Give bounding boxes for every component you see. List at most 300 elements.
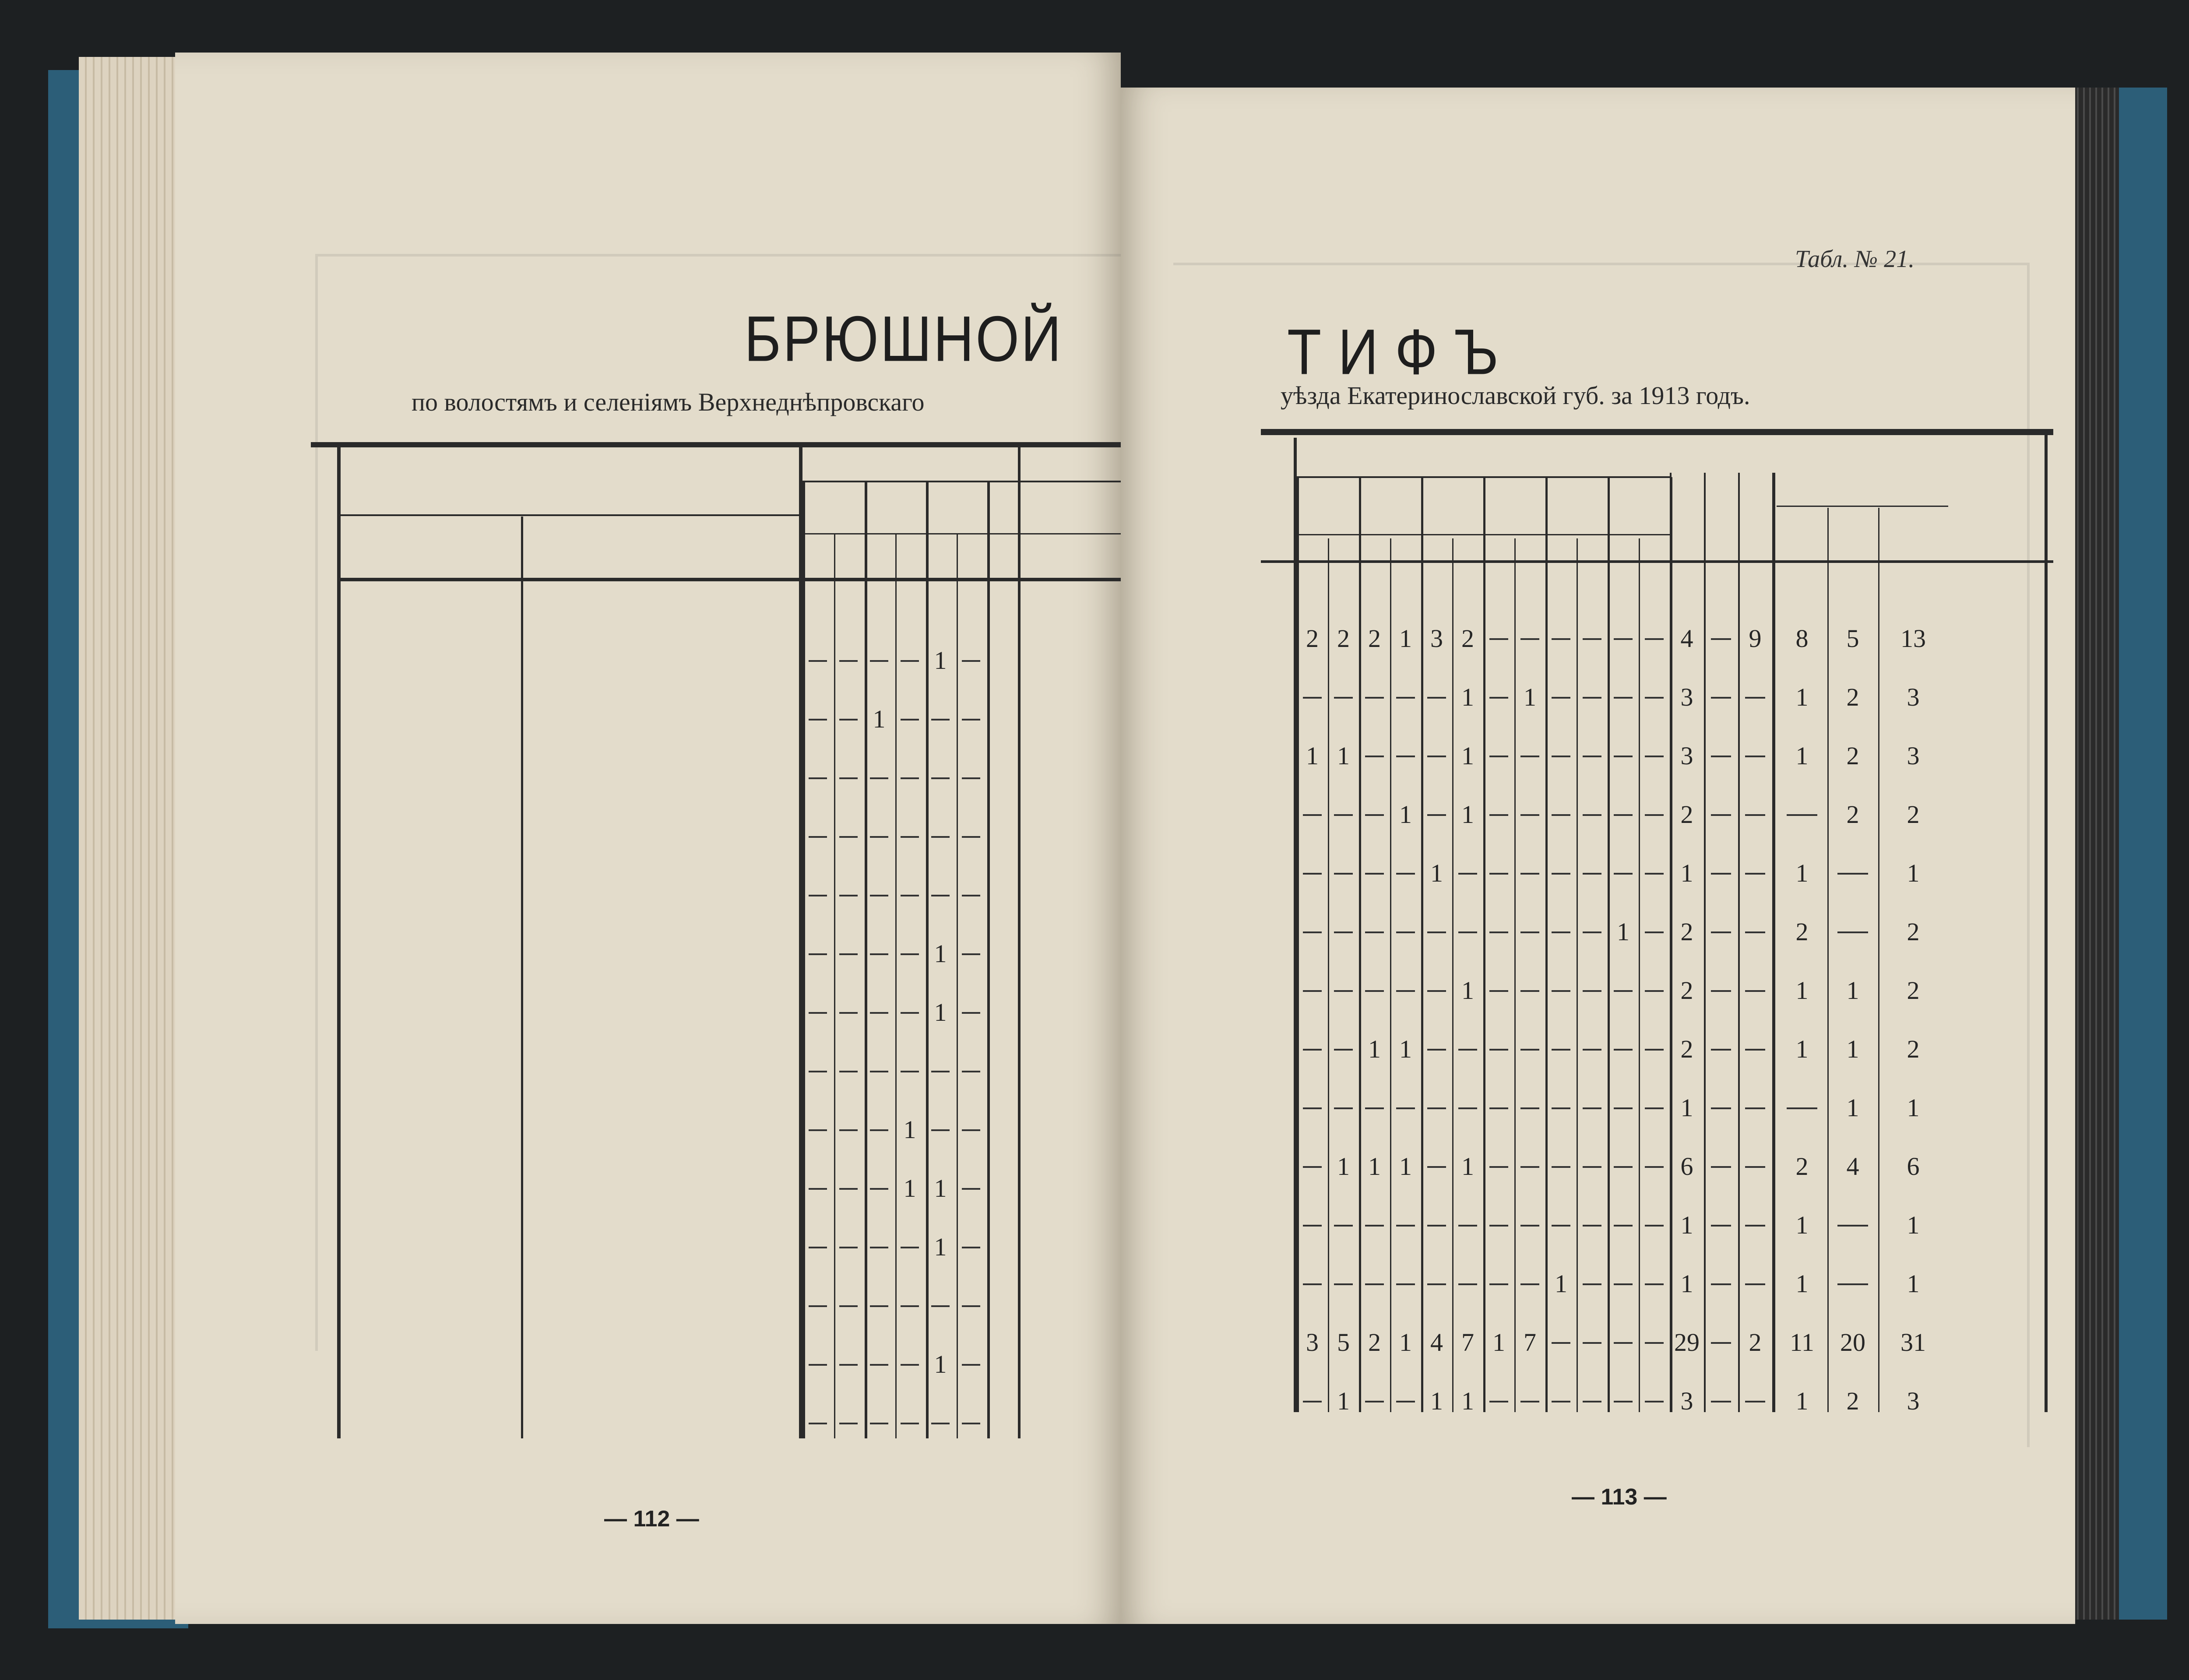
occupation-value-cell-dash	[1745, 697, 1766, 699]
age-value-cell-dash	[1334, 697, 1353, 699]
age-value-cell-dash	[1583, 638, 1601, 640]
table-rule	[1421, 477, 1423, 1412]
page-subtitle: уѣзда Екатеринославской губ. за 1913 годъ.	[1281, 381, 1750, 410]
value-cell-dash	[870, 1247, 888, 1248]
age-value-cell-dash	[1458, 1283, 1477, 1285]
age-value-cell-dash	[1458, 1107, 1477, 1109]
total-value-cell-dash	[1837, 1283, 1868, 1285]
total-value-cell: 1	[1846, 1035, 1859, 1063]
table-rule	[1018, 442, 1021, 1438]
bleed-through	[1173, 263, 2030, 1447]
occupation-value-cell-dash	[1745, 814, 1766, 816]
value-cell-dash	[901, 1012, 919, 1014]
occupation-value-cell: 4	[1680, 624, 1693, 653]
age-value-cell-dash	[1427, 1049, 1446, 1051]
age-value-cell-dash	[1520, 1283, 1539, 1285]
occupation-value-cell-dash	[1711, 756, 1731, 757]
age-value-cell: 2	[1461, 624, 1474, 653]
age-value-cell: 1	[1492, 1328, 1505, 1357]
age-value-cell-dash	[1458, 1225, 1477, 1227]
age-value-cell-dash	[1552, 931, 1570, 933]
age-value-cell-dash	[1552, 1107, 1570, 1109]
age-value-cell-dash	[1489, 756, 1508, 757]
age-value-cell-dash	[1520, 873, 1539, 875]
occupation-value-cell-dash	[1711, 990, 1731, 992]
age-value-cell-dash	[1427, 1283, 1446, 1285]
age-value-cell-dash	[1645, 814, 1664, 816]
age-value-cell-dash	[1583, 1225, 1601, 1227]
total-value-cell: 1	[1795, 976, 1809, 1005]
age-value-cell-dash	[1365, 1283, 1384, 1285]
age-value-cell-dash	[1458, 873, 1477, 875]
occupation-value-cell-dash	[1745, 1049, 1766, 1051]
table-rule	[1738, 473, 1740, 1412]
occupation-value-cell-dash	[1711, 638, 1731, 640]
age-value-cell-dash	[1365, 756, 1384, 757]
value-cell-dash	[962, 1129, 980, 1131]
value-cell: 1	[934, 998, 947, 1026]
occupation-value-cell: 1	[1680, 1211, 1693, 1239]
value-cell-dash	[962, 1423, 980, 1424]
value-cell-dash	[870, 660, 888, 662]
occupation-value-cell-dash	[1745, 990, 1766, 992]
page-edges-left	[79, 57, 184, 1620]
age-value-cell: 1	[1337, 1387, 1350, 1415]
age-value-cell-dash	[1489, 638, 1508, 640]
age-value-cell-dash	[1520, 1107, 1539, 1109]
age-value-cell-dash	[1520, 1401, 1539, 1402]
table-rule	[834, 534, 835, 1438]
table-rule	[337, 578, 1121, 581]
age-value-cell-dash	[1303, 873, 1322, 875]
age-value-cell-dash	[1396, 697, 1415, 699]
age-value-cell-dash	[1520, 638, 1539, 640]
total-value-cell: 2	[1907, 1035, 1920, 1063]
value-cell: 1	[934, 1233, 947, 1261]
occupation-value-cell-dash	[1745, 1401, 1766, 1402]
total-value-cell: 13	[1900, 624, 1926, 653]
age-value-cell-dash	[1552, 1401, 1570, 1402]
age-value-cell: 7	[1461, 1328, 1474, 1357]
total-value-cell: 1	[1795, 859, 1809, 887]
age-value-cell-dash	[1458, 1049, 1477, 1051]
value-cell-dash	[931, 1071, 950, 1072]
value-cell-dash	[931, 836, 950, 838]
bleed-through	[315, 254, 1121, 1351]
value-cell-dash	[809, 1305, 827, 1307]
value-cell: 1	[903, 1115, 916, 1144]
table-rule	[1514, 538, 1516, 1412]
total-value-cell: 2	[1907, 976, 1920, 1005]
age-value-cell-dash	[1614, 756, 1633, 757]
age-value-cell-dash	[1583, 990, 1601, 992]
age-value-cell: 1	[1617, 917, 1629, 946]
table-rule	[1704, 473, 1706, 1412]
age-value-cell-dash	[1489, 697, 1508, 699]
age-value-cell-dash	[1427, 756, 1446, 757]
total-value-cell: 31	[1900, 1328, 1926, 1357]
table-rule	[802, 482, 805, 1438]
age-value-cell-dash	[1489, 1049, 1508, 1051]
value-cell-dash	[870, 1071, 888, 1072]
age-value-cell: 3	[1306, 1328, 1319, 1357]
table-rule	[987, 482, 990, 1438]
value-cell-dash	[809, 1364, 827, 1366]
occupation-value-cell-dash	[1711, 1049, 1731, 1051]
total-value-cell: 1	[1846, 1093, 1859, 1122]
total-value-cell-dash	[1787, 1107, 1817, 1109]
value-cell-dash	[901, 660, 919, 662]
age-value-cell-dash	[1645, 931, 1664, 933]
value-cell-dash	[962, 777, 980, 779]
age-value-cell-dash	[1520, 1049, 1539, 1051]
age-value-cell-dash	[1583, 1283, 1601, 1285]
value-cell-dash	[839, 836, 858, 838]
value-cell-dash	[962, 1305, 980, 1307]
total-value-cell-dash	[1787, 814, 1817, 816]
age-value-cell-dash	[1645, 1049, 1664, 1051]
age-value-cell: 1	[1430, 859, 1443, 887]
age-value-cell-dash	[1552, 873, 1570, 875]
occupation-value-cell: 1	[1680, 859, 1693, 887]
total-value-cell: 2	[1846, 683, 1859, 711]
age-value-cell-dash	[1614, 1225, 1633, 1227]
age-value-cell: 1	[1399, 1152, 1412, 1181]
age-value-cell-dash	[1303, 1225, 1322, 1227]
age-value-cell-dash	[1334, 1283, 1353, 1285]
value-cell-dash	[809, 836, 827, 838]
value-cell-dash	[809, 953, 827, 955]
age-value-cell: 1	[1461, 683, 1474, 711]
age-value-cell-dash	[1552, 1342, 1570, 1344]
value-cell-dash	[809, 1247, 827, 1248]
occupation-value-cell-dash	[1711, 814, 1731, 816]
total-value-cell: 2	[1795, 917, 1809, 946]
total-value-cell: 2	[1846, 1387, 1859, 1415]
value-cell-dash	[809, 660, 827, 662]
occupation-value-cell-dash	[1711, 1283, 1731, 1285]
value-cell-dash	[839, 1188, 858, 1190]
total-value-cell: 1	[1795, 1387, 1809, 1415]
age-value-cell: 2	[1306, 624, 1319, 653]
age-value-cell-dash	[1427, 1166, 1446, 1168]
value-cell-dash	[809, 1423, 827, 1424]
value-cell: 1	[934, 1174, 947, 1202]
age-value-cell-dash	[1583, 1107, 1601, 1109]
value-cell: 1	[934, 939, 947, 968]
table-rule	[1328, 538, 1329, 1412]
occupation-value-cell: 3	[1680, 1387, 1693, 1415]
age-value-cell-dash	[1489, 1401, 1508, 1402]
total-value-cell: 2	[1846, 800, 1859, 829]
age-value-cell-dash	[1583, 1166, 1601, 1168]
age-value-cell-dash	[1614, 1166, 1633, 1168]
total-value-cell: 1	[1907, 1269, 1920, 1298]
total-value-cell: 1	[1795, 683, 1809, 711]
age-value-cell-dash	[1396, 756, 1415, 757]
total-value-cell: 5	[1846, 624, 1859, 653]
table-rule	[521, 517, 523, 1438]
age-value-cell-dash	[1334, 814, 1353, 816]
table-rule	[1297, 534, 1670, 535]
value-cell-dash	[809, 1188, 827, 1190]
age-value-cell-dash	[1489, 1107, 1508, 1109]
value-cell-dash	[809, 1071, 827, 1072]
value-cell-dash	[839, 1012, 858, 1014]
page-subtitle: по волостямъ и селеніямъ Верхнеднѣпровскаго	[412, 388, 925, 416]
occupation-value-cell-dash	[1711, 697, 1731, 699]
value-cell-dash	[901, 1423, 919, 1424]
table-rule	[799, 442, 802, 1438]
value-cell-dash	[901, 1305, 919, 1307]
age-value-cell-dash	[1427, 1107, 1446, 1109]
age-value-cell: 1	[1524, 683, 1536, 711]
value-cell-dash	[839, 719, 858, 721]
age-value-cell: 1	[1430, 1387, 1443, 1415]
table-rule	[865, 482, 867, 1438]
table-rule	[1390, 538, 1391, 1412]
value-cell: 1	[934, 1350, 947, 1378]
total-value-cell: 1	[1795, 1035, 1809, 1063]
age-value-cell-dash	[1458, 931, 1477, 933]
age-value-cell-dash	[1427, 931, 1446, 933]
age-value-cell: 1	[1461, 1152, 1474, 1181]
age-value-cell-dash	[1396, 1225, 1415, 1227]
age-value-cell-dash	[1365, 1107, 1384, 1109]
occupation-value-cell: 1	[1680, 1269, 1693, 1298]
age-value-cell: 1	[1555, 1269, 1567, 1298]
age-value-cell: 3	[1430, 624, 1443, 653]
occupation-value-cell: 1	[1680, 1093, 1693, 1122]
age-value-cell-dash	[1645, 1107, 1664, 1109]
age-value-cell-dash	[1365, 1225, 1384, 1227]
value-cell-dash	[839, 1364, 858, 1366]
age-value-cell-dash	[1427, 990, 1446, 992]
age-value-cell-dash	[1303, 1049, 1322, 1051]
page-title: ТИФЪ	[1287, 316, 1515, 388]
total-value-cell: 3	[1907, 683, 1920, 711]
value-cell-dash	[901, 953, 919, 955]
age-value-cell-dash	[1614, 814, 1633, 816]
occupation-value-cell: 3	[1680, 742, 1693, 770]
total-value-cell: 2	[1907, 800, 1920, 829]
page-number: — 112 —	[604, 1506, 699, 1532]
value-cell-dash	[839, 953, 858, 955]
age-value-cell-dash	[1552, 990, 1570, 992]
value-cell-dash	[839, 1247, 858, 1248]
value-cell-dash	[962, 895, 980, 896]
value-cell-dash	[870, 1129, 888, 1131]
age-value-cell-dash	[1303, 1283, 1322, 1285]
age-value-cell-dash	[1614, 1401, 1633, 1402]
age-value-cell-dash	[1645, 1166, 1664, 1168]
occupation-value-cell-dash	[1745, 1283, 1766, 1285]
age-value-cell-dash	[1645, 873, 1664, 875]
table-rule	[1261, 429, 2053, 435]
table-rule	[895, 534, 897, 1438]
age-value-cell-dash	[1645, 697, 1664, 699]
value-cell-dash	[901, 1364, 919, 1366]
age-value-cell: 1	[1461, 976, 1474, 1005]
age-value-cell-dash	[1489, 1283, 1508, 1285]
age-value-cell: 1	[1399, 624, 1412, 653]
value-cell-dash	[870, 1188, 888, 1190]
table-rule	[1297, 477, 1299, 1412]
value-cell-dash	[931, 1129, 950, 1131]
occupation-value-cell: 2	[1680, 917, 1693, 946]
occupation-value-cell-dash	[1745, 1225, 1766, 1227]
occupation-value-cell: 29	[1674, 1328, 1700, 1357]
age-value-cell-dash	[1396, 1401, 1415, 1402]
age-value-cell-dash	[1303, 931, 1322, 933]
occupation-value-cell-dash	[1745, 756, 1766, 757]
value-cell-dash	[931, 719, 950, 721]
value-cell-dash	[839, 1423, 858, 1424]
occupation-value-cell-dash	[1711, 1225, 1731, 1227]
age-value-cell-dash	[1334, 931, 1353, 933]
table-number: Табл. № 21.	[1795, 246, 1915, 273]
age-value-cell-dash	[1396, 990, 1415, 992]
occupation-value-cell: 2	[1749, 1328, 1762, 1357]
age-value-cell-dash	[1396, 931, 1415, 933]
age-value-cell: 1	[1461, 1387, 1474, 1415]
age-value-cell-dash	[1583, 1049, 1601, 1051]
age-value-cell: 1	[1399, 1328, 1412, 1357]
age-value-cell-dash	[1334, 1049, 1353, 1051]
total-value-cell-dash	[1837, 931, 1868, 933]
age-value-cell-dash	[1552, 1166, 1570, 1168]
table-rule	[1608, 477, 1610, 1412]
age-value-cell-dash	[1427, 814, 1446, 816]
total-value-cell: 1	[1907, 1211, 1920, 1239]
table-rule	[337, 514, 799, 516]
age-value-cell: 5	[1337, 1328, 1350, 1357]
age-value-cell-dash	[1583, 1401, 1601, 1402]
value-cell-dash	[901, 1071, 919, 1072]
table-rule	[1359, 477, 1361, 1412]
age-value-cell-dash	[1396, 1107, 1415, 1109]
total-value-cell: 3	[1907, 1387, 1920, 1415]
table-rule	[1577, 538, 1578, 1412]
value-cell-dash	[901, 777, 919, 779]
age-value-cell-dash	[1365, 814, 1384, 816]
age-value-cell-dash	[1583, 756, 1601, 757]
age-value-cell: 7	[1524, 1328, 1536, 1357]
value-cell: 1	[934, 646, 947, 675]
age-value-cell: 1	[1337, 1152, 1350, 1181]
total-value-cell-dash	[1837, 1225, 1868, 1227]
age-value-cell: 1	[1337, 742, 1350, 770]
occupation-value-cell-dash	[1745, 1166, 1766, 1168]
value-cell-dash	[901, 895, 919, 896]
value-cell-dash	[901, 836, 919, 838]
table-rule	[802, 533, 1121, 534]
value-cell-dash	[809, 777, 827, 779]
value-cell-dash	[870, 1364, 888, 1366]
age-value-cell-dash	[1583, 814, 1601, 816]
value-cell-dash	[962, 1247, 980, 1248]
total-value-cell: 2	[1795, 1152, 1809, 1181]
age-value-cell-dash	[1552, 1225, 1570, 1227]
value-cell-dash	[870, 777, 888, 779]
total-value-cell: 1	[1846, 976, 1859, 1005]
age-value-cell-dash	[1645, 1225, 1664, 1227]
table-rule	[311, 442, 1121, 447]
age-value-cell-dash	[1645, 1342, 1664, 1344]
age-value-cell-dash	[1520, 990, 1539, 992]
occupation-value-cell-dash	[1711, 1401, 1731, 1402]
age-value-cell: 1	[1461, 742, 1474, 770]
total-value-cell: 2	[1907, 917, 1920, 946]
age-value-cell-dash	[1365, 990, 1384, 992]
value-cell-dash	[809, 719, 827, 721]
total-value-cell: 4	[1846, 1152, 1859, 1181]
age-value-cell-dash	[1520, 1225, 1539, 1227]
occupation-value-cell: 9	[1749, 624, 1762, 653]
age-value-cell-dash	[1303, 1401, 1322, 1402]
table-rule	[957, 534, 958, 1438]
age-value-cell-dash	[1365, 931, 1384, 933]
age-value-cell-dash	[1614, 1107, 1633, 1109]
value-cell-dash	[962, 1071, 980, 1072]
age-value-cell: 4	[1430, 1328, 1443, 1357]
age-value-cell: 2	[1368, 1328, 1381, 1357]
total-value-cell: 20	[1840, 1328, 1865, 1357]
total-value-cell: 1	[1907, 1093, 1920, 1122]
value-cell-dash	[901, 1247, 919, 1248]
value-cell: 1	[903, 1174, 916, 1202]
age-value-cell-dash	[1303, 814, 1322, 816]
age-value-cell-dash	[1614, 1342, 1633, 1344]
age-value-cell-dash	[1334, 873, 1353, 875]
age-value-cell-dash	[1645, 756, 1664, 757]
age-value-cell: 2	[1337, 624, 1350, 653]
age-value-cell-dash	[1303, 697, 1322, 699]
age-value-cell-dash	[1334, 1225, 1353, 1227]
table-rule	[1261, 560, 2053, 563]
age-value-cell: 1	[1368, 1152, 1381, 1181]
occupation-value-cell: 2	[1680, 976, 1693, 1005]
age-value-cell-dash	[1552, 1049, 1570, 1051]
total-value-cell: 1	[1795, 742, 1809, 770]
page-right	[1121, 88, 2075, 1624]
age-value-cell-dash	[1489, 1225, 1508, 1227]
age-value-cell-dash	[1489, 990, 1508, 992]
age-value-cell-dash	[1303, 1166, 1322, 1168]
value-cell-dash	[870, 895, 888, 896]
value-cell-dash	[839, 777, 858, 779]
value-cell-dash	[870, 953, 888, 955]
value-cell-dash	[931, 1305, 950, 1307]
age-value-cell-dash	[1552, 814, 1570, 816]
age-value-cell: 1	[1368, 1035, 1381, 1063]
value-cell-dash	[809, 1129, 827, 1131]
page-number: — 113 —	[1572, 1484, 1667, 1510]
total-value-cell: 11	[1790, 1328, 1814, 1357]
occupation-value-cell: 3	[1680, 683, 1693, 711]
occupation-value-cell-dash	[1711, 1342, 1731, 1344]
age-value-cell-dash	[1520, 931, 1539, 933]
page-left	[175, 53, 1121, 1624]
age-value-cell-dash	[1334, 1107, 1353, 1109]
occupation-value-cell-dash	[1711, 873, 1731, 875]
value-cell-dash	[962, 660, 980, 662]
total-value-cell: 8	[1795, 624, 1809, 653]
occupation-value-cell: 2	[1680, 1035, 1693, 1063]
age-value-cell-dash	[1583, 697, 1601, 699]
age-value-cell-dash	[1614, 873, 1633, 875]
age-value-cell-dash	[1520, 814, 1539, 816]
